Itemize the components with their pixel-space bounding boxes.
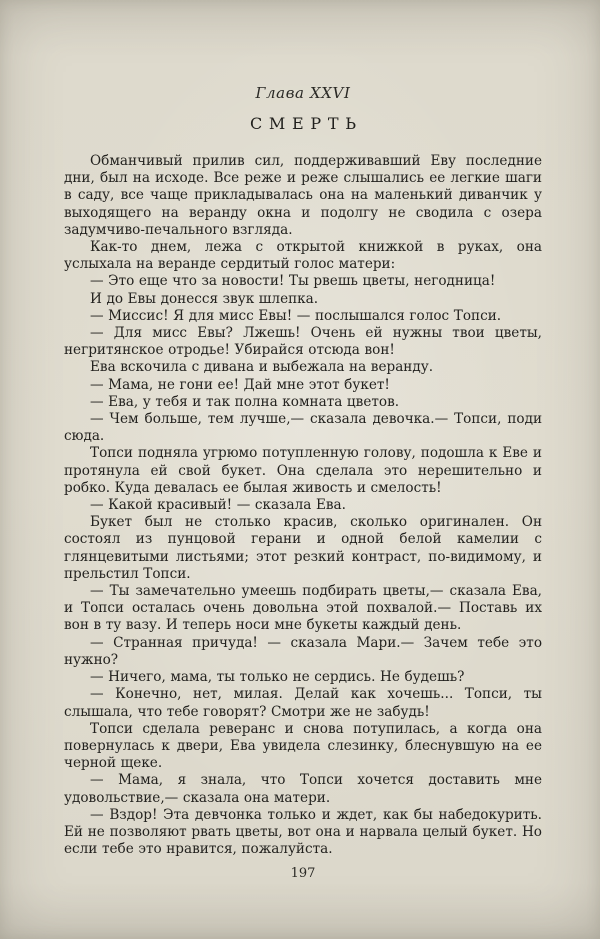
paragraph: — Для мисс Евы? Лжешь! Очень ей нужны твои цветы, негритянское отродье! Убирайся отсюда вон! <box>64 325 542 359</box>
paragraph: — Мама, не гони ее! Дай мне этот букет! <box>90 376 390 393</box>
paragraph: — Какой красивый! — сказала Ева. <box>90 497 346 514</box>
paragraph: Топси сделала реверанс и снова потупилась, а когда она повернулась к двери, Ева увидела слезинку, блеснувшую на ее черной щеке. <box>64 720 542 772</box>
paragraph: Букет был не столько красив, сколько оригинален. Он состоял из пунцовой герани и одной белой камелии с глянцевитыми листьями; этот резкий контраст, по-видимому, и прельстил Топси. <box>64 514 542 582</box>
paragraph: — Это еще что за новости! Ты рвешь цветы, негодница! <box>90 273 496 290</box>
paragraph: — Странная причуда! — сказала Мари.— Зачем тебе это нужно? <box>64 634 542 668</box>
paragraph: Обманчивый прилив сил, поддерживавший Еву последние дни, был на исходе. Все реже и реже слышались ее легкие шаги в саду, все чаще прикладывалась она на маленький диванчик у выходящего на веранду окна и подолгу не сводила с озера задумчиво-печального взгляда. <box>64 153 542 238</box>
paragraph: — Ничего, мама, ты только не сердись. Не будешь? <box>90 669 465 686</box>
paragraph: Топси подняла угрюмо потупленную голову, подошла к Еве и протянула ей свой букет. Она сделала это нерешительно и робко. Куда девалась ее былая живость и смелость! <box>64 445 542 496</box>
page-number: 197 <box>290 866 316 882</box>
paragraph: — Ева, у тебя и так полна комната цветов. <box>90 393 400 410</box>
chapter-label: Глава XXVI <box>255 84 351 102</box>
paragraph: — Конечно, нет, милая. Делай как хочешь... Топси, ты слышала, что тебе говорят? Смотри же не забудь! <box>64 686 542 720</box>
text-block <box>64 153 542 858</box>
paragraph: — Чем больше, тем лучше,— сказала девочка.— Топси, поди сюда. <box>64 411 542 445</box>
paragraph: — Ты замечательно умеешь подбирать цветы,— сказала Ева, и Топси осталась очень довольна этой похвалой.— Поставь их вон в ту вазу. И теперь носи мне букеты каждый день. <box>64 583 542 634</box>
paragraph: — Мама, я знала, что Топси хочется доставить мне удовольствие,— сказала она матери. <box>64 772 542 806</box>
paragraph: — Миссис! Я для мисс Евы! — послышался голос Топси. <box>90 307 502 324</box>
paragraph: — Вздор! Эта девчонка только и ждет, как бы набедокурить. Ей не позволяют рвать цветы, вот она и нарвала целый букет. Но если тебе это нравится, пожалуйста. <box>64 806 542 858</box>
paragraph: Ева вскочила с дивана и выбежала на веранду. <box>90 359 434 376</box>
paragraph: И до Евы донесся звук шлепка. <box>90 290 319 307</box>
page-title: СМЕРТЬ <box>249 114 363 133</box>
paragraph: Как-то днем, лежа с открытой книжкой в руках, она услыхала на веранде сердитый голос матери: <box>64 239 542 273</box>
